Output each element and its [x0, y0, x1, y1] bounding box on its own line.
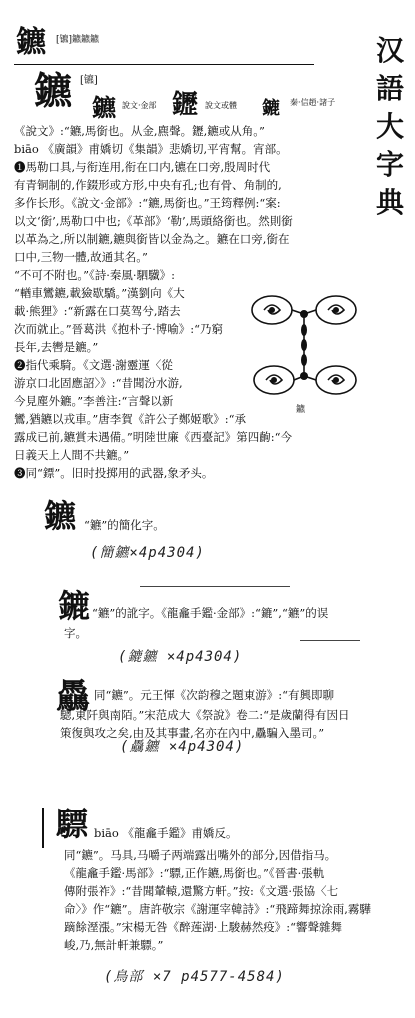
entry5-line: 命〉》作“鑣”。唐許敬宗《謝運宰韓詩》:“飛蹄舞掠涂雨,霧驊: [64, 902, 371, 916]
entry1-line: 次而就止。”晉葛洪《抱朴子·博喻》:“乃窮: [14, 322, 224, 336]
entry5-line: 蹢餘溼漲。”宋楊无咎《醉莲湖·上駿赫然疫》:“響聲雜舞: [64, 920, 343, 934]
title-char: 汉: [375, 34, 404, 67]
entry1-line: 載·熊狸》:“新露在口莫驾兮,踏去: [14, 304, 181, 318]
entry5-line: 傳附張祚》:“昔聞輦轅,還驚方軒。”按:《文選·張協〈七: [64, 884, 339, 898]
entry1-headword: 鑣: [34, 68, 73, 113]
entry4-line: 驄,東阡與南陌。”宋范成大《祭說》卷二:“是歲蘭得有因日: [60, 708, 350, 722]
entry1-line: 長年,去轡是鑣。”: [14, 340, 99, 354]
entry3-text: “鑣”的訛字。《龍龕手鑑·金部》:“鏕”,“鑣”的误: [92, 606, 329, 620]
entry2-headword: 鑣: [44, 497, 77, 535]
bit-illustration: [244, 274, 364, 424]
entry5-body: [64, 846, 394, 954]
figure-caption: 鑣: [296, 405, 306, 415]
entry1-line: 以革為之,所以制鑣,鑣與銜皆以金為之。鑣在口旁,銜在: [14, 232, 290, 246]
entry2-divider: [140, 586, 290, 587]
entry1-line: 鸞,猶鑣以戎車。”唐李賀《許公子鄭姬歌》:“承: [14, 412, 247, 426]
entry5-line: 《龍龕手鑑·馬部》:“驃,正作鑣,馬銜也。”《晉書·張軌: [64, 866, 325, 880]
entry5-handwritten-note: (鳥部 ×7 p4577-4584): [104, 969, 285, 985]
ancient-form-2-label: 說文或體: [205, 101, 237, 110]
ancient-form-2: 䥶: [172, 90, 199, 120]
entry1-line: 今見塵外鑣。”李善注:“言聲以新: [14, 394, 174, 408]
entry4-handwritten-note: (驫鑣 ×4p4304): [120, 739, 245, 755]
entry1-line: “輶車鸞鑣,載獫歇驕。”漢劉向《大: [14, 286, 185, 300]
entry4-body: [94, 686, 384, 704]
title-char: 語: [375, 72, 404, 105]
top-divider: [14, 64, 314, 65]
entry2-handwritten-note: (簡鑣×4p4304): [90, 545, 205, 561]
entry1-line: ❶馬勒口具,与衔连用,衔在口内,镳在口旁,殷周时代: [14, 160, 271, 174]
ancient-form-3-label: 秦·信趙·諸子: [290, 98, 336, 107]
top-note: [镳]鑣鑣鑣: [56, 35, 100, 45]
entry1-line: 有青铜制的,作錣形或方形,中央有孔;也有骨、角制的,: [14, 178, 282, 192]
entry1-tag: [镳]: [80, 75, 98, 86]
entry5-headword: 驃: [56, 805, 89, 843]
dictionary-title: [375, 32, 405, 222]
entry1-line: 以文‘銜’,馬勒口中也;《革部》‘勒’,馬頭絡銜也。然則銜: [14, 214, 293, 228]
entry1-line: 《說文》:“鑣,馬銜也。从金,麃聲。䥶,鑣或从角。”: [14, 124, 265, 138]
entry1-line: 日義天上人間不共鑣。”: [14, 448, 130, 462]
entry1-line: 游京口北固應詔〉》:“昔聞汾水游,: [14, 376, 183, 390]
entry4-headword: 驫: [56, 677, 90, 717]
title-char: 字: [375, 148, 404, 181]
entry1-line: ❷指代乘騎。《文選·謝靈運〈從: [14, 358, 173, 372]
entry4-line: 同“鑣”。元王惲《次韵穆之題東游》:“有興即聊: [94, 688, 335, 702]
entry5-reading: biāo 《龍龕手鑑》甫嬌反。: [94, 826, 238, 840]
entry1-line: 多作长形。《說文·金部》:“鑣,馬銜也。”王筠釋例:“案:: [14, 196, 281, 210]
entry2-text: “鑣”的簡化字。: [84, 518, 165, 532]
bit-drawing: [244, 274, 364, 414]
ancient-form-1-label: 說文·金部: [122, 101, 157, 110]
ancient-form-1: 鑣: [92, 93, 116, 122]
entry5-line: 峻,乃,無計軒兼驃。”: [64, 938, 164, 952]
entry3-headword: 鏕: [58, 587, 91, 625]
title-char: 大: [375, 110, 404, 143]
entry5-line: 同“鑣”。马具,马嚼子两端露出嘴外的部分,因借指马。: [64, 848, 337, 862]
entry1-line: “不可不附也。”《詩·秦風·駟驖》:: [14, 268, 175, 282]
ancient-form-3: 鏕: [262, 98, 280, 119]
entry4-line: 策復與攻之矣,由及其事畫,名亦在內中,驫騙入墨司。”: [60, 726, 325, 740]
entry1-line: biāo 《廣韻》甫嬌切《集韻》悲嬌切,平宵幫。宵部。: [14, 142, 288, 156]
top-headword: 鑣: [16, 25, 46, 60]
entry3-text-cont: 字。: [64, 626, 87, 640]
entry1-line: ❸同“鏢”。旧时投掷用的武器,象矛头。: [14, 466, 214, 480]
title-char: 典: [375, 186, 404, 219]
entry3-divider: [300, 640, 360, 641]
entry5-margin-mark: [42, 808, 44, 848]
entry3-handwritten-note: (鏕鑣 ×4p4304): [118, 649, 243, 665]
entry1-line: 口中,三物一體,故通其名。”: [14, 250, 148, 264]
entry1-line: 露成已前,鑣賞未遇備。”明陸世廉《西臺記》第四齣:“今: [14, 430, 293, 444]
